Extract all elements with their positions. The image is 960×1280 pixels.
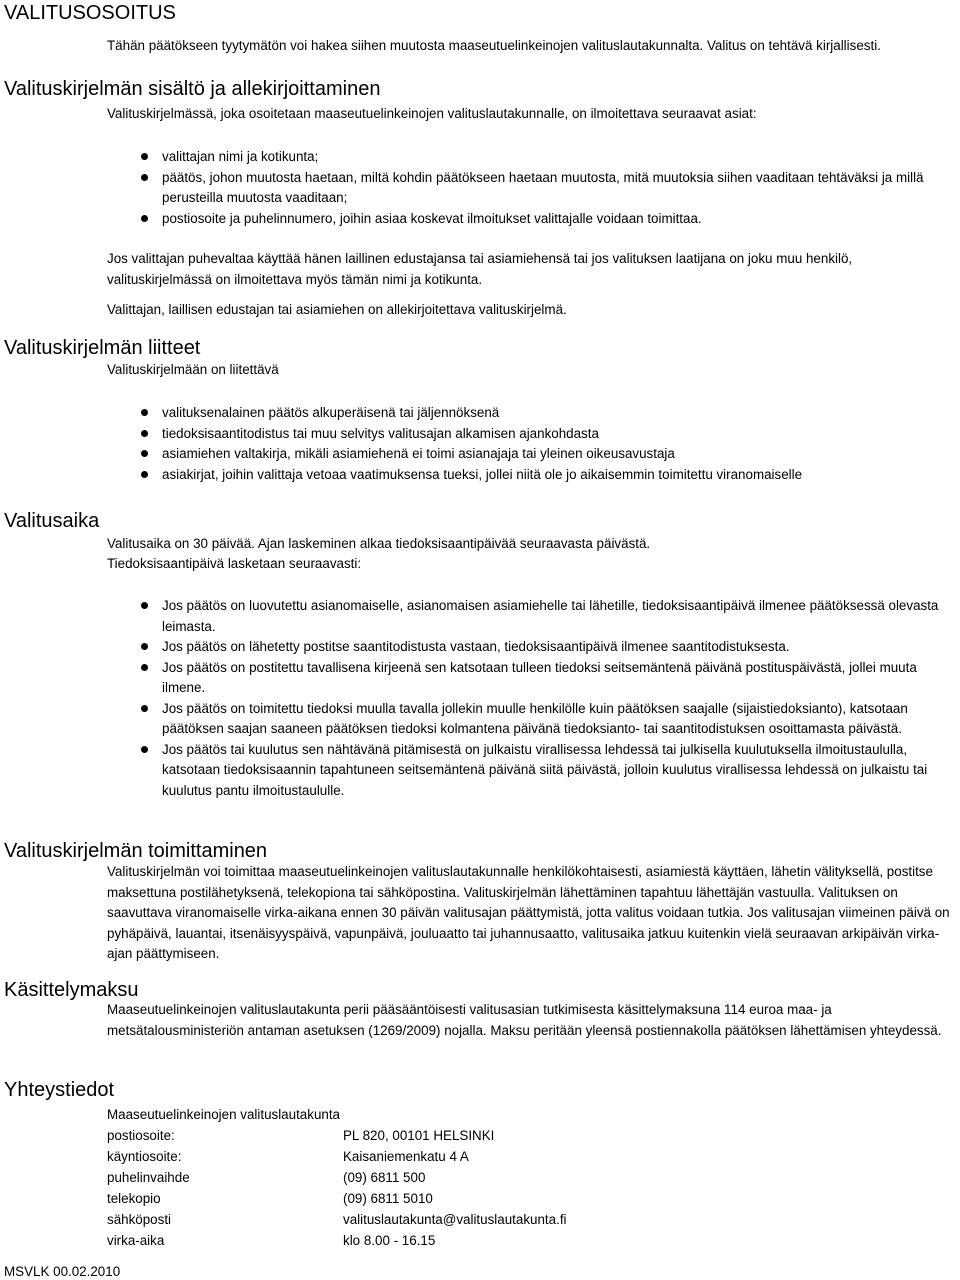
kasittelymaksu-text: Maaseutuelinkeinojen valituslautakunta perii pääsääntöisesti valitusasian tutkimisesta käsittelymaksuna 114 euroa maa- ja metsätalousministeriön antaman asetuksen (1269/2009) nojalla. Maksu peritään yleensä postiennakolla päätöksen lähettämisen yhteydessä. (107, 1002, 942, 1038)
list-item: Jos päätös on postitettu tavallisena kirjeenä sen katsotaan tulleen tiedoksi seitsemäntenä päivänä postituspäivästä, jollei muuta ilmene. (162, 658, 957, 699)
sisalto-paragraph-2: Valittajan, laillisen edustajan tai asiamiehen on allekirjoitettava valituskirjelmä. (107, 302, 567, 317)
toimittaminen-text: Valituskirjelmän voi toimittaa maaseutuelinkeinojen valituslautakunnalle henkilökohtaisesti, asiamiestä käyttäen, lähetin välityksellä, postitse maksettuna postilähetyksenä, telekopiona tai sähköpostina. Valituskirjelmän lähettäminen tapahtuu lähettäjän vastuulla. Valituksen on saavuttava viranomaiselle virka-aikana ennen 30 päivän valitusajan päättymistä, jotta valitus voidaan tutkia. Jos valitusajan viimeinen päivä on pyhäpäivä, lauantai, itsenäisyyspäivä, vapunpäivä, jouluaatto tai juhannusaatto, valitusaika jatkuu kuitenkin vielä seuraavan arkipäivän virka-ajan päättymiseen. (107, 864, 950, 961)
intro-text: Tähän päätökseen tyytymätön voi hakea siihen muutosta maaseutuelinkeinojen valituslautakunnalta. Valitus on tehtävä kirjallisesti. (107, 38, 881, 53)
contact-label: virka-aika (107, 1233, 165, 1248)
contact-row (107, 1230, 567, 1251)
contact-value: klo 8.00 - 16.15 (343, 1233, 436, 1248)
heading-liitteet: Valituskirjelmän liitteet (4, 337, 201, 359)
list-item: valituksenalainen päätös alkuperäisenä tai jäljennöksenä (162, 403, 957, 424)
heading-sisalto: Valituskirjelmän sisältö ja allekirjoittaminen (4, 78, 381, 100)
liitteet-intro: Valituskirjelmään on liitettävä (107, 362, 279, 377)
contact-label: sähköposti (107, 1212, 172, 1227)
contact-label: telekopio (107, 1191, 161, 1206)
contact-row (107, 1209, 567, 1230)
contact-label: postiosoite: (107, 1128, 175, 1143)
valitusaika-list (162, 596, 957, 801)
contact-value: PL 820, 00101 HELSINKI (343, 1128, 495, 1143)
contact-value: Kaisaniemenkatu 4 A (343, 1149, 469, 1164)
sisalto-list (162, 147, 957, 229)
contact-label: puhelinvaihde (107, 1170, 190, 1185)
footer-code: MSVLK 00.02.2010 (4, 1264, 121, 1279)
liitteet-list (162, 403, 957, 485)
list-item: asiamiehen valtakirja, mikäli asiamiehenä ei toimi asianajaja tai yleinen oikeusavustaja (162, 444, 957, 465)
list-item: tiedoksisaantitodistus tai muu selvitys valitusajan alkamisen ajankohdasta (162, 424, 957, 445)
contact-row (107, 1167, 567, 1188)
contact-row (107, 1188, 567, 1209)
contact-row (107, 1146, 567, 1167)
contact-block (107, 1104, 567, 1251)
contact-value: (09) 6811 500 (343, 1170, 426, 1185)
list-item: Jos päätös on toimitettu tiedoksi muulla tavalla jollekin muulle henkilölle kuin päätöksen saajalle (sijaistiedoksianto), katsotaan päätöksen saajan saaneen päätöksen tiedoksi kolmantena päivänä tiedoksianto- tai saantitodistuksen osoittamasta päivästä. (162, 699, 957, 740)
contact-org-row (107, 1104, 567, 1125)
valitusaika-line-2: Tiedoksisaantipäivä lasketaan seuraavasti: (107, 556, 362, 571)
contact-label: käyntiosoite: (107, 1149, 182, 1164)
valitusaika-line-1: Valitusaika on 30 päivää. Ajan laskeminen alkaa tiedoksisaantipäivää seuraavasta päivästä. (107, 536, 651, 551)
heading-kasittelymaksu: Käsittelymaksu (4, 979, 139, 1001)
sisalto-paragraph-1: Jos valittajan puhevaltaa käyttää hänen laillinen edustajansa tai asiamiehensä tai jos valituksen laatijana on joku muu henkilö, valituskirjelmässä on ilmoitettava myös tämän nimi ja kotikunta. (107, 251, 853, 287)
list-item: päätös, johon muutosta haetaan, miltä kohdin päätökseen haetaan muutosta, mitä muutoksia siihen vaaditaan tehtäväksi ja millä perusteilla muutosta vaaditaan; (162, 168, 957, 209)
contact-row (107, 1125, 567, 1146)
list-item: Jos päätös on lähetetty postitse saantitodistusta vastaan, tiedoksisaantipäivä ilmenee saantitodistuksesta. (162, 637, 957, 658)
document-title: VALITUSOSOITUS (4, 2, 176, 24)
list-item: postiosoite ja puhelinnumero, joihin asiaa koskevat ilmoitukset valittajalle voidaan toimittaa. (162, 209, 957, 230)
heading-yhteystiedot: Yhteystiedot (4, 1079, 115, 1101)
list-item: Jos päätös on luovutettu asianomaiselle, asianomaisen asiamiehelle tai lähetille, tiedoksisaantipäivä ilmenee päätöksessä olevasta leimasta. (162, 596, 957, 637)
contact-value: (09) 6811 5010 (343, 1191, 433, 1206)
sisalto-intro: Valituskirjelmässä, joka osoitetaan maaseutuelinkeinojen valituslautakunnalle, on ilmoitettava seuraavat asiat: (107, 106, 757, 121)
list-item: valittajan nimi ja kotikunta; (162, 147, 957, 168)
heading-toimittaminen: Valituskirjelmän toimittaminen (4, 840, 268, 862)
list-item: asiakirjat, joihin valittaja vetoaa vaatimuksensa tueksi, jollei niitä ole jo aikaisemmin toimitettu viranomaiselle (162, 465, 957, 486)
list-item: Jos päätös tai kuulutus sen nähtävänä pitämisestä on julkaistu virallisessa lehdessä tai julkisella kuulutuksella ilmoitustaululla, katsotaan tiedoksisaannin tapahtuneen seitsemäntenä päivänä siitä päivästä, jolloin kuulutus virallisessa lehdessä on julkaistu tai kuulutus pantu ilmoitustaululle. (162, 740, 957, 802)
contact-org: Maaseutuelinkeinojen valituslautakunta (107, 1107, 341, 1122)
contact-email-value[interactable]: valituslautakunta@valituslautakunta.fi (343, 1212, 567, 1227)
heading-valitusaika: Valitusaika (4, 510, 100, 532)
